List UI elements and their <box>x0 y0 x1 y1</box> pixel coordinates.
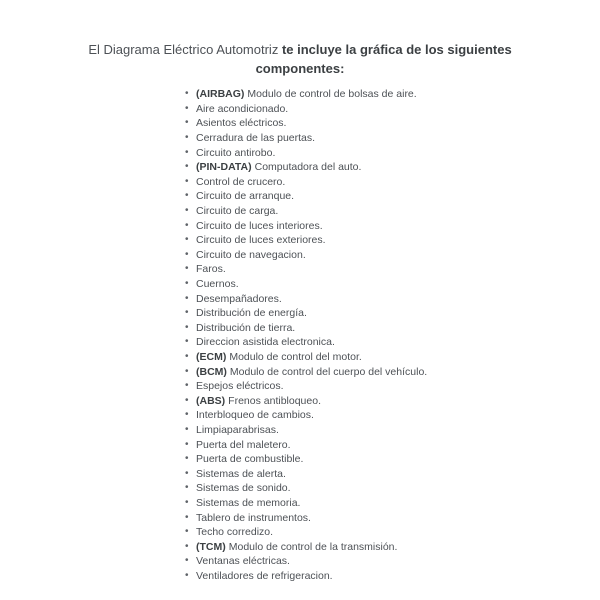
list-item <box>185 393 600 408</box>
list-item <box>185 145 600 160</box>
list-item <box>185 233 600 248</box>
list-item-text: Computadora del auto. <box>254 161 362 174</box>
list-item <box>185 569 600 584</box>
list-item <box>185 189 600 204</box>
bullet-icon: • <box>185 321 189 333</box>
list-item-text: Cerradura de las puertas. <box>196 132 316 145</box>
component-list <box>0 87 600 583</box>
list-item-text: Aire acondicionado. <box>196 102 289 115</box>
list-item-text: Frenos antibloqueo. <box>228 394 321 407</box>
list-item-prefix: (ABS) <box>196 394 226 407</box>
list-item-text: Desempañadores. <box>196 292 282 305</box>
list-item <box>185 423 600 438</box>
bullet-icon: • <box>185 205 189 217</box>
bullet-icon: • <box>185 190 189 202</box>
list-item <box>185 554 600 569</box>
list-item <box>185 335 600 350</box>
list-item-text: Cuernos. <box>196 278 239 291</box>
list-item <box>185 525 600 540</box>
bullet-icon: • <box>185 438 189 450</box>
list-item <box>185 510 600 525</box>
bullet-icon: • <box>185 526 189 538</box>
list-item-text: Interbloqueo de cambios. <box>196 409 314 422</box>
list-item-text: Circuito antirobo. <box>196 146 276 159</box>
bullet-icon: • <box>185 278 189 290</box>
list-item <box>185 481 600 496</box>
list-item-text: Faros. <box>196 263 226 276</box>
bullet-icon: • <box>185 161 189 173</box>
list-item-prefix: (TCM) <box>196 540 226 553</box>
list-item-text: Distribución de tierra. <box>196 321 296 334</box>
bullet-icon: • <box>185 569 189 581</box>
list-item-prefix: (PIN-DATA) <box>196 161 252 174</box>
list-item-text: Techo corredizo. <box>196 526 274 539</box>
list-item-text: Sistemas de alerta. <box>196 467 286 480</box>
bullet-icon: • <box>185 555 189 567</box>
list-item-text: Sistemas de sonido. <box>196 482 291 495</box>
list-item-text: Modulo de control del motor. <box>229 350 362 363</box>
list-item <box>185 262 600 277</box>
bullet-icon: • <box>185 423 189 435</box>
bullet-icon: • <box>185 234 189 246</box>
list-item <box>185 248 600 263</box>
list-item-text: Puerta de combustible. <box>196 453 304 466</box>
bullet-icon: • <box>185 496 189 508</box>
list-item-text: Distribución de energía. <box>196 307 307 320</box>
bullet-icon: • <box>185 219 189 231</box>
bullet-icon: • <box>185 248 189 260</box>
list-item <box>185 277 600 292</box>
bullet-icon: • <box>185 365 189 377</box>
bullet-icon: • <box>185 511 189 523</box>
list-item-text: Control de crucero. <box>196 175 286 188</box>
list-item <box>185 160 600 175</box>
bullet-icon: • <box>185 336 189 348</box>
list-item <box>185 379 600 394</box>
list-item-text: Circuito de luces interiores. <box>196 219 323 232</box>
list-item <box>185 175 600 190</box>
list-item-text: Ventiladores de refrigeracion. <box>196 569 333 582</box>
list-item-text: Sistemas de memoria. <box>196 496 301 509</box>
page-title <box>70 40 530 78</box>
list-item <box>185 452 600 467</box>
bullet-icon: • <box>185 292 189 304</box>
list-item <box>185 364 600 379</box>
bullet-icon: • <box>185 117 189 129</box>
title-bold-line1: te incluye la gráfica de los siguientes <box>281 42 512 57</box>
bullet-icon: • <box>185 88 189 100</box>
list-item-text: Circuito de arranque. <box>196 190 295 203</box>
list-item <box>185 306 600 321</box>
bullet-icon: • <box>185 102 189 114</box>
bullet-icon: • <box>185 132 189 144</box>
bullet-icon: • <box>185 146 189 158</box>
list-item-text: Tablero de instrumentos. <box>196 511 311 524</box>
list-item <box>185 350 600 365</box>
bullet-icon: • <box>185 482 189 494</box>
list-item-text: Modulo de control de la transmisión. <box>228 540 398 553</box>
list-item <box>185 131 600 146</box>
list-item <box>185 291 600 306</box>
list-item-prefix: (AIRBAG) <box>196 88 245 101</box>
bullet-icon: • <box>185 453 189 465</box>
title-normal-text: El Diagrama Eléctrico Automotriz <box>88 42 282 57</box>
list-item <box>185 218 600 233</box>
list-item-prefix: (BCM) <box>196 365 227 378</box>
bullet-icon: • <box>185 380 189 392</box>
list-item <box>185 321 600 336</box>
list-item <box>185 87 600 102</box>
bullet-icon: • <box>185 175 189 187</box>
list-item <box>185 437 600 452</box>
bullet-icon: • <box>185 263 189 275</box>
list-item <box>185 496 600 511</box>
bullet-icon: • <box>185 350 189 362</box>
bullet-icon: • <box>185 409 189 421</box>
list-item <box>185 116 600 131</box>
bullet-icon: • <box>185 540 189 552</box>
list-item-text: Puerta del maletero. <box>196 438 291 451</box>
list-item-text: Ventanas eléctricas. <box>196 555 290 568</box>
list-item <box>185 466 600 481</box>
title-bold-line2: componentes: <box>255 61 345 76</box>
list-item-prefix: (ECM) <box>196 350 227 363</box>
list-item-text: Limpiaparabrisas. <box>196 423 279 436</box>
list-item <box>185 102 600 117</box>
bullet-icon: • <box>185 394 189 406</box>
list-item <box>185 408 600 423</box>
list-item-text: Modulo de control del cuerpo del vehículo. <box>229 365 428 378</box>
list-item-text: Circuito de navegacion. <box>196 248 306 261</box>
list-item-text: Direccion asistida electronica. <box>196 336 335 349</box>
list-item-text: Circuito de luces exteriores. <box>196 234 326 247</box>
bullet-icon: • <box>185 307 189 319</box>
bullet-icon: • <box>185 467 189 479</box>
list-item-text: Asientos eléctricos. <box>196 117 287 130</box>
list-item-text: Circuito de carga. <box>196 205 279 218</box>
list-item-text: Espejos eléctricos. <box>196 380 284 393</box>
list-item <box>185 204 600 219</box>
list-item <box>185 539 600 554</box>
list-item-text: Modulo de control de bolsas de aire. <box>247 88 417 101</box>
